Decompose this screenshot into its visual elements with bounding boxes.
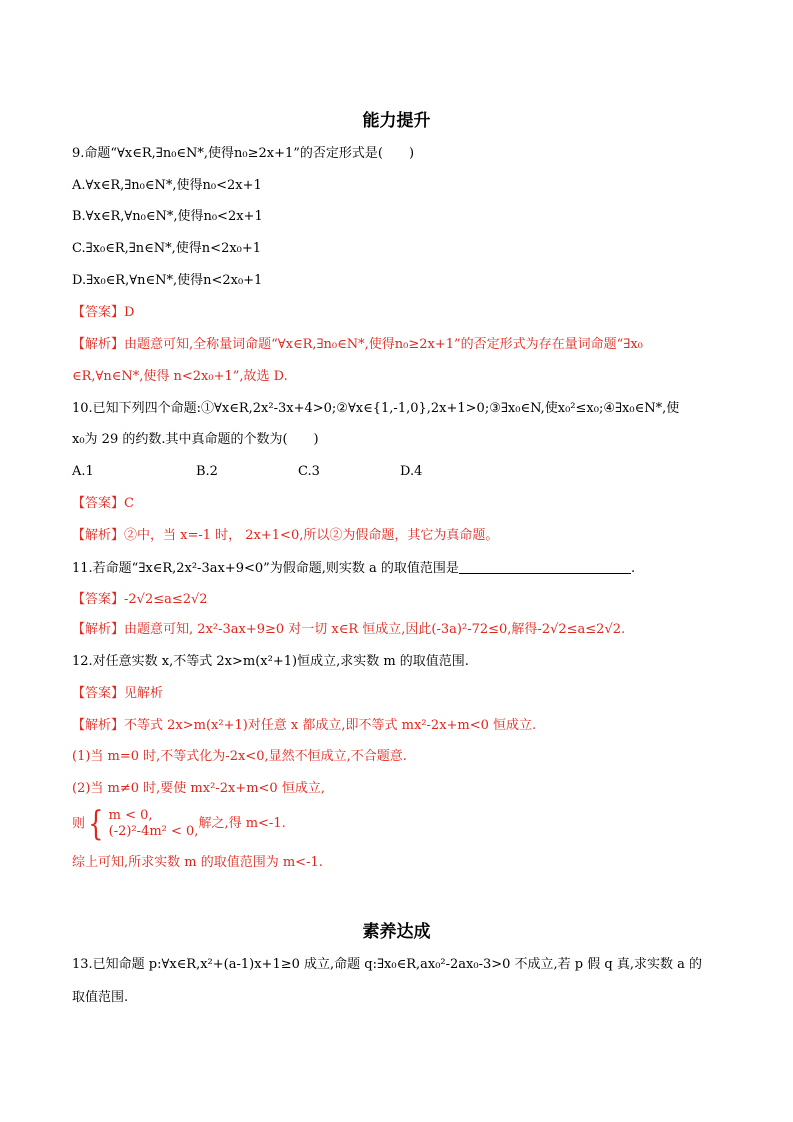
q9-answer: 【答案】D: [72, 305, 135, 320]
q12-condition-2: (-2)²-4m² < 0,: [108, 824, 199, 839]
q10-options: [72, 464, 422, 480]
q11-analysis: 【解析】由题意可知, 2x²-3ax+9≥0 对一切 x∈R 恒成立,因此(-3a)²-72≤0,解得-2√2≤a≤2√2.: [72, 622, 626, 637]
section-title-ability: 能力提升: [362, 111, 431, 131]
q10-option-b: B.2: [196, 464, 218, 479]
q12-condition-1: m < 0,: [108, 808, 153, 823]
q11-stem-text: 11.若命题“∃x∈R,2x²-3ax+9<0”为假命题,则实数 a 的取值范围是: [72, 561, 459, 576]
q9-stem: 9.命题“∀x∈R,∃n₀∈N*,使得n₀≥2x+1”的否定形式是( ): [72, 146, 415, 161]
q12-system-of-inequalities: [72, 804, 286, 844]
q11-answer: 【答案】-2√2≤a≤2√2: [72, 592, 208, 607]
q9-analysis-line1: 【解析】由题意可知,全称量词命题“∀x∈R,∃n₀∈N*,使得n₀≥2x+1”的否定形式为存在量词命题“∃x₀: [72, 337, 643, 352]
q9-option-c: C.∃x₀∈R,∃n∈N*,使得n<2x₀+1: [72, 241, 262, 256]
q9-option-d: D.∃x₀∈R,∀n∈N*,使得n<2x₀+1: [72, 273, 263, 288]
q10-stem-line1: 10.已知下列四个命题:①∀x∈R,2x²-3x+4>0;②∀x∈{1,-1,0},2x+1>0;③∃x₀∈N,使x₀²≤x₀;④∃x₀∈N*,使: [72, 401, 680, 416]
q12-then-label: 则: [72, 816, 86, 832]
q10-stem-line2: x₀为 29 的约数.其中真命题的个数为( ): [72, 432, 319, 447]
q13-stem-line2: 取值范围.: [72, 990, 129, 1005]
q10-option-a: A.1: [72, 464, 94, 479]
q11-stem-end: .: [630, 561, 636, 576]
section-title-literacy: 素养达成: [362, 922, 431, 942]
q11-answer-blank: [459, 560, 631, 574]
q10-analysis: 【解析】②中，当 x=-1 时， 2x+1<0,所以②为假命题，其它为真命题。: [72, 528, 499, 543]
q11-stem: [72, 560, 635, 577]
q12-then-tail: 解之,得 m<-1.: [198, 816, 286, 831]
q10-option-c: C.3: [298, 464, 320, 479]
q12-analysis-line2: (1)当 m=0 时,不等式化为-2x<0,显然不恒成立,不合题意.: [72, 749, 407, 764]
q12-conditions: [109, 808, 199, 840]
q12-stem: 12.对任意实数 x,不等式 2x>m(x²+1)恒成立,求实数 m 的取值范围.: [72, 654, 469, 669]
q9-analysis-line2: ∈R,∀n∈N*,使得 n<2x₀+1”,故选 D.: [72, 369, 288, 384]
left-brace-icon: {: [88, 804, 104, 844]
q10-option-d: D.4: [400, 464, 423, 479]
q9-option-b: B.∀x∈R,∀n₀∈N*,使得n₀<2x+1: [72, 209, 263, 224]
q12-analysis-line1: 【解析】不等式 2x>m(x²+1)对任意 x 都成立,即不等式 mx²-2x+m<0 恒成立.: [72, 718, 537, 733]
q13-stem-line1: 13.已知命题 p:∀x∈R,x²+(a-1)x+1≥0 成立,命题 q:∃x₀∈R,ax₀²-2ax₀-3>0 不成立,若 p 假 q 真,求实数 a 的: [72, 957, 702, 972]
q10-answer: 【答案】C: [72, 496, 134, 511]
q12-answer: 【答案】见解析: [72, 686, 164, 701]
q12-conclusion: 综上可知,所求实数 m 的取值范围为 m<-1.: [72, 855, 323, 870]
q12-analysis-line3: (2)当 m≠0 时,要使 mx²-2x+m<0 恒成立,: [72, 781, 325, 796]
q9-option-a: A.∀x∈R,∃n₀∈N*,使得n₀<2x+1: [72, 178, 262, 193]
